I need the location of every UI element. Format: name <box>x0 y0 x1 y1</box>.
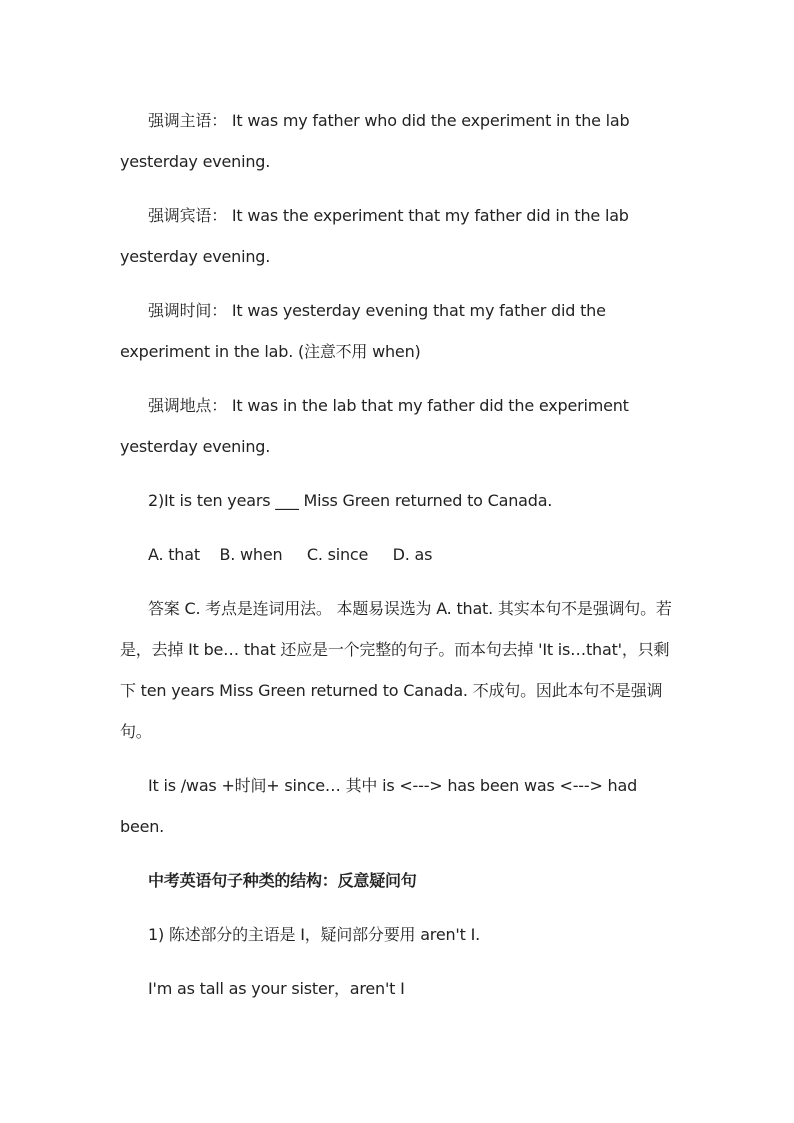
document-body <box>120 100 676 1009</box>
section-heading: 中考英语句子种类的结构：反意疑问句 <box>148 871 417 890</box>
emphasis-object-example: 强调宾语： It was the experiment that my father did in the lab yesterday evening. <box>120 206 629 266</box>
question-2-options: A. that B. when C. since D. as <box>148 545 433 564</box>
rule-1: 1) 陈述部分的主语是 I，疑问部分要用 aren't I. <box>148 925 480 944</box>
question-2: 2)It is ten years ___ Miss Green returned to Canada. <box>148 491 553 510</box>
since-structure-note: It is /was +时间+ since… 其中 is <---> has been was <---> had been. <box>120 776 638 836</box>
emphasis-subject-example: 强调主语： It was my father who did the experiment in the lab yesterday evening. <box>120 111 630 171</box>
emphasis-time-example: 强调时间： It was yesterday evening that my father did the experiment in the lab. (注意不用 when) <box>120 301 606 361</box>
emphasis-place-example: 强调地点： It was in the lab that my father did the experiment yesterday evening. <box>120 396 629 456</box>
answer-explanation: 答案 C. 考点是连词用法。 本题易误选为 A. that. 其实本句不是强调句。若是，去掉 It be… that 还应是一个完整的句子。而本句去掉 'It is…that'，只剩下 ten years Miss Green returned to Canada. 不成句。因此本句不是强调句。 <box>120 599 672 741</box>
rule-1-example: I'm as tall as your sister，aren't I <box>148 979 405 998</box>
